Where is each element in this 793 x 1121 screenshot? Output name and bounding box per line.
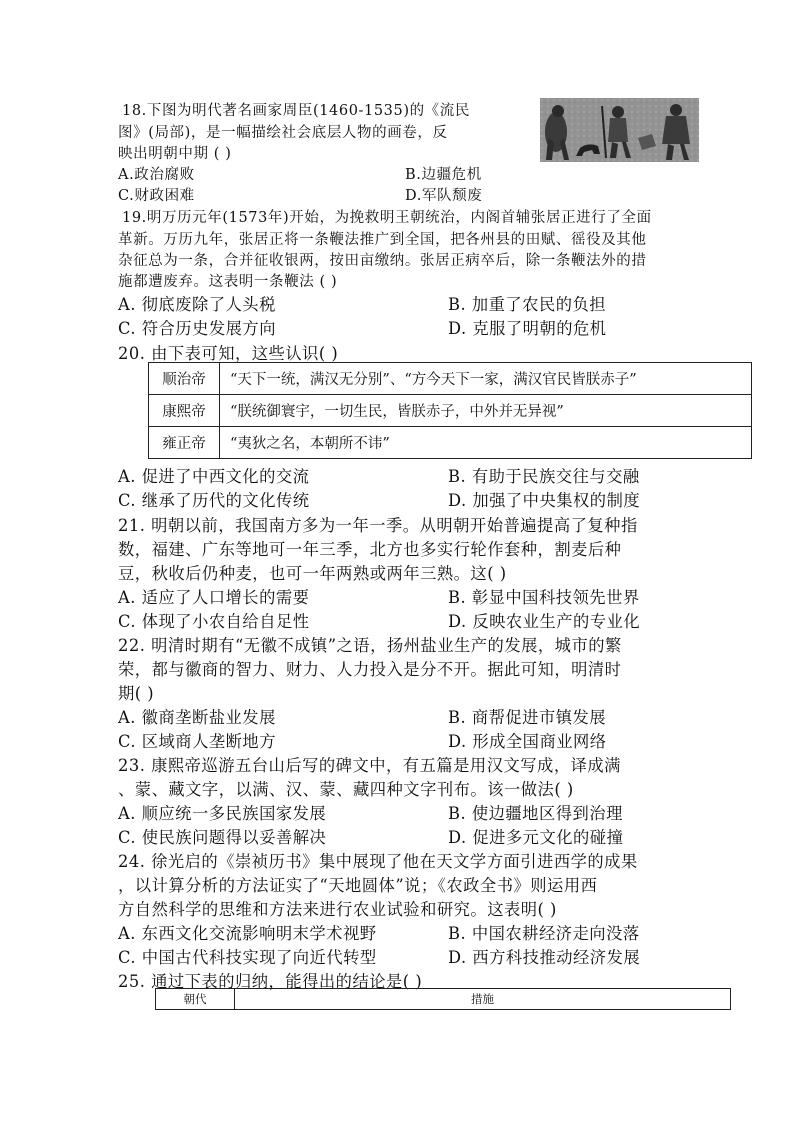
q24-option-a: A. 东西文化交流影响明末学术视野 bbox=[118, 924, 377, 943]
table-header-row bbox=[156, 989, 731, 1010]
q22-stem-line-1: 22. 明清时期有“无徽不成镇”之语，扬州盐业生产的发展，城市的繁 bbox=[118, 636, 622, 655]
q23-stem-line-1: 23. 康熙帝巡游五台山后写的碑文中，有五篇是用汉文写成，译成满 bbox=[118, 756, 621, 775]
q21-option-a: A. 适应了人口增长的需要 bbox=[118, 588, 310, 607]
q18-option-c: C.财政困难 bbox=[118, 188, 195, 204]
q22-option-a: A. 徽商垄断盐业发展 bbox=[118, 708, 276, 727]
table-cell-quote: “夷狄之名，本朝所不讳” bbox=[220, 427, 752, 459]
q21-option-b: B. 彰显中国科技领先世界 bbox=[448, 588, 640, 607]
q18-option-a: A.政治腐败 bbox=[118, 167, 195, 183]
q19-stem-line-1: 19.明万历元年(1573年)开始，为挽救明王朝统治，内阁首辅张居正进行了全面 bbox=[122, 210, 652, 226]
table-header-measures: 措施 bbox=[235, 989, 731, 1010]
q21-stem-line-2: 数，福建、广东等地可一年三季，北方也多实行轮作套种，割麦后种 bbox=[118, 540, 622, 559]
q23-option-b: B. 使边疆地区得到治理 bbox=[448, 804, 623, 823]
q24-option-d: D. 西方科技推动经济发展 bbox=[448, 948, 641, 967]
q25-measures-table bbox=[155, 988, 731, 1010]
q20-option-a: A. 促进了中西文化的交流 bbox=[118, 467, 310, 486]
q19-stem-line-2: 革新。万历九年，张居正将一条鞭法推广到全国，把各州县的田赋、徭役及其他 bbox=[118, 232, 647, 248]
table-cell-emperor: 顺治帝 bbox=[149, 363, 220, 395]
q21-stem-line-1: 21. 明朝以前，我国南方多为一年一季。从明朝开始普遍提高了复种指 bbox=[118, 516, 638, 535]
q24-option-b: B. 中国农耕经济走向没落 bbox=[448, 924, 640, 943]
table-cell-emperor: 雍正帝 bbox=[149, 427, 220, 459]
q25-stem: 25. 通过下表的归纳，能得出的结论是( ) bbox=[118, 972, 423, 991]
q24-stem-line-2: ，以计算分析的方法证实了“天地圆体”说；《农政全书》则运用西 bbox=[118, 876, 598, 895]
q18-stem-line-2: 图》(局部)，是一幅描绘社会底层人物的画卷，反 bbox=[118, 125, 448, 141]
q19-option-b: B. 加重了农民的负担 bbox=[448, 295, 607, 314]
table-header-dynasty: 朝代 bbox=[156, 989, 235, 1010]
q21-stem-line-3: 豆，秋收后仍种麦，也可一年两熟或两年三熟。这( ) bbox=[118, 564, 507, 583]
q18-stem-line-1: 18.下图为明代著名画家周臣(1460-1535)的《流民 bbox=[122, 103, 470, 119]
q20-stem: 20. 由下表可知，这些认识( ) bbox=[118, 344, 339, 363]
q24-stem-line-3: 方自然科学的思维和方法来进行农业试验和研究。这表明( ) bbox=[118, 900, 557, 919]
q24-stem-line-1: 24. 徐光启的《崇祯历书》集中展现了他在天文学方面引进西学的成果 bbox=[118, 852, 638, 871]
q19-stem-line-3: 杂征总为一条，合并征收银两，按田亩缴纳。张居正病卒后，除一条鞭法外的措 bbox=[118, 253, 647, 269]
table-cell-quote: “天下一统，满汉无分别”、“方今天下一家，满汉官民皆朕赤子” bbox=[220, 363, 752, 395]
q22-option-b: B. 商帮促进市镇发展 bbox=[448, 708, 607, 727]
q22-stem-line-2: 荣，都与徽商的智力、财力、人力投入是分不开。据此可知，明清时 bbox=[118, 660, 622, 679]
q20-emperor-table bbox=[148, 362, 752, 459]
table-row bbox=[149, 395, 752, 427]
q20-option-b: B. 有助于民族交往与交融 bbox=[448, 467, 640, 486]
q23-option-a: A. 顺应统一多民族国家发展 bbox=[118, 804, 327, 823]
q19-stem-line-4: 施都遭废弃。这表明一条鞭法 ( ) bbox=[118, 274, 338, 290]
table-cell-quote: “朕统御寰宇，一切生民，皆朕赤子，中外并无异视” bbox=[220, 395, 752, 427]
q23-option-c: C. 使民族问题得以妥善解决 bbox=[118, 828, 327, 847]
q18-option-d: D.军队颓废 bbox=[405, 188, 483, 204]
q19-option-d: D. 克服了明朝的危机 bbox=[448, 319, 607, 338]
table-row bbox=[149, 363, 752, 395]
q20-option-c: C. 继承了历代的文化传统 bbox=[118, 491, 310, 510]
q23-option-d: D. 促进多元文化的碰撞 bbox=[448, 828, 624, 847]
q22-option-d: D. 形成全国商业网络 bbox=[448, 732, 607, 751]
q22-stem-line-3: 期( ) bbox=[118, 684, 155, 703]
table-row bbox=[149, 427, 752, 459]
q22-option-c: C. 区域商人垄断地方 bbox=[118, 732, 276, 751]
liumin-tu-painting-image bbox=[540, 98, 699, 162]
table-cell-emperor: 康熙帝 bbox=[149, 395, 220, 427]
q23-stem-line-2: 、蒙、藏文字，以满、汉、蒙、藏四种文字刊布。该一做法( ) bbox=[118, 780, 574, 799]
q20-option-d: D. 加强了中央集权的制度 bbox=[448, 491, 641, 510]
q21-option-d: D. 反映农业生产的专业化 bbox=[448, 612, 641, 631]
q18-option-b: B.边疆危机 bbox=[405, 167, 482, 183]
q18-stem-line-3: 映出明朝中期 ( ) bbox=[118, 146, 232, 162]
q19-option-c: C. 符合历史发展方向 bbox=[118, 319, 276, 338]
q19-option-a: A. 彻底废除了人头税 bbox=[118, 295, 276, 314]
q21-option-c: C. 体现了小农自给自足性 bbox=[118, 612, 310, 631]
q24-option-c: C. 中国古代科技实现了向近代转型 bbox=[118, 948, 377, 967]
